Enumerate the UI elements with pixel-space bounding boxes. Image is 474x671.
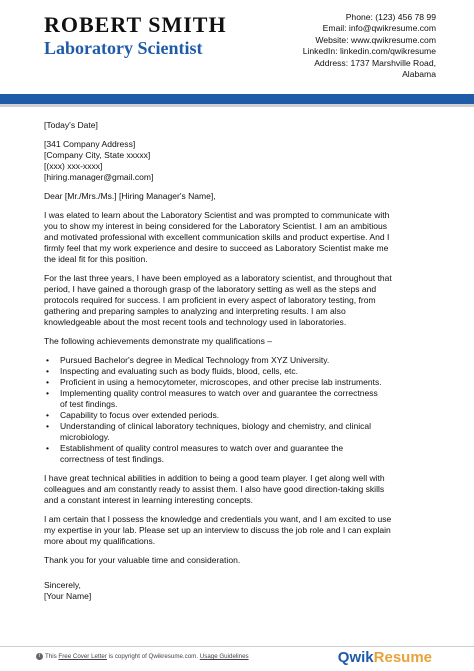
list-item — [44, 443, 436, 465]
footer-text: is copyright of Qwikresume.com. — [106, 653, 200, 661]
bullet-icon: • — [46, 377, 49, 387]
thanks-line: Thank you for your valuable time and consideration. — [44, 555, 241, 565]
contact-address-line2: Alabama — [402, 69, 436, 80]
paragraph-line: you to show my interest in being considered for the Laboratory Scientist. I am an ambitious — [44, 221, 388, 231]
recipient-city: [Company City, State xxxxx] — [44, 150, 151, 160]
paragraph-line: knowledgeable about the most recent tools and technology used in laboratories. — [44, 317, 347, 327]
free-cover-letter-link[interactable]: Free Cover Letter — [58, 653, 107, 661]
bullet-icon: • — [46, 366, 49, 376]
paragraph-experience — [44, 273, 436, 328]
closing: Sincerely, — [44, 580, 81, 590]
contact-block — [303, 12, 436, 80]
contact-website: Website: www.qwikresume.com — [315, 34, 436, 45]
paragraph-line: the ideal fit for this position. — [44, 254, 148, 264]
paragraph-line: colleagues and am constantly ready to assist them. I also have good direction-taking skills — [44, 484, 385, 494]
paragraph-line: For the last three years, I have been employed as a laboratory scientist, and throughout that — [44, 273, 392, 283]
paragraph-line: and a constant interest in learning interesting concepts. — [44, 495, 254, 505]
paragraph-line: more about my qualifications. — [44, 536, 156, 546]
list-item — [44, 355, 436, 366]
recipient-block — [44, 139, 436, 183]
list-item-text: microbiology. — [60, 432, 110, 442]
list-item-text: Understanding of clinical laboratory techniques, biology and chemistry, and clinical — [60, 421, 372, 431]
list-item — [44, 421, 436, 443]
paragraph-line: gathering and preparing samples to analyzing and interpreting results. I am also — [44, 306, 346, 316]
bullet-icon: • — [46, 355, 49, 365]
bullet-icon: • — [46, 388, 49, 398]
signature-name: [Your Name] — [44, 591, 92, 601]
letter-body — [44, 120, 436, 602]
paragraph-line: I am certain that I possess the knowledge and credentials you want, and I am excited to use — [44, 514, 392, 524]
contact-phone: Phone: (123) 456 78 99 — [345, 12, 436, 22]
bullet-icon: • — [46, 410, 49, 420]
qwikresume-logo[interactable] — [338, 649, 432, 666]
list-item-text: Capability to focus over extended periods. — [60, 410, 220, 420]
recipient-phone: [(xxx) xxx-xxxx] — [44, 161, 103, 171]
info-icon: i — [36, 653, 43, 660]
list-item-text: Inspecting and evaluating such as body fluids, blood, cells, etc. — [60, 366, 299, 376]
logo-part-qwik: Qwik — [337, 649, 374, 666]
letter-date: [Today's Date] — [44, 120, 98, 130]
contact-email: Email: info@qwikresume.com — [322, 23, 436, 34]
paragraph-line: I have great technical abilities in addition to being a good team player. I get along well with — [44, 473, 385, 483]
recipient-address: [341 Company Address] — [44, 139, 136, 149]
list-item-text: correctness of test findings. — [60, 454, 165, 464]
footer-text: This — [45, 653, 59, 661]
list-item — [44, 410, 436, 421]
achievements-intro: The following achievements demonstrate my qualifications – — [44, 336, 273, 346]
contact-address-line1: Address: 1737 Marshville Road, — [314, 57, 436, 68]
list-item — [44, 377, 436, 388]
logo-part-resume: Resume — [373, 649, 432, 666]
header-band-grey — [0, 104, 474, 107]
contact-linkedin: LinkedIn: linkedin.com/qwikresume — [302, 46, 436, 57]
list-item — [44, 366, 436, 377]
list-item-text: Proficient in using a hemocytometer, microscopes, and other precise lab instruments. — [60, 377, 382, 387]
list-item — [44, 388, 436, 410]
paragraph-intro — [44, 210, 436, 265]
usage-guidelines-link[interactable]: Usage Guidelines — [199, 653, 249, 661]
paragraph-interview — [44, 514, 436, 547]
list-item-text: of test findings. — [60, 399, 118, 409]
paragraph-line: I was elated to learn about the Laboratory Scientist and was prompted to communicate with — [44, 210, 390, 220]
paragraph-skills — [44, 473, 436, 506]
list-item-text: Pursued Bachelor's degree in Medical Technology from XYZ University. — [60, 355, 330, 365]
paragraph-line: and motivated professional with excellent communication skills and product expertise. And I — [44, 232, 390, 242]
list-item-text: Establishment of quality control measures to watch over and guarantee the — [60, 443, 344, 453]
copyright-notice — [36, 653, 249, 660]
bullet-icon: • — [46, 443, 49, 453]
candidate-name: ROBERT SMITH — [44, 12, 227, 37]
list-item-text: Implementing quality control measures to watch over and guarantee the correctness — [60, 388, 378, 398]
paragraph-line: my expertise in your lab. Please set up an interview to discuss the job role and I can explain — [44, 525, 391, 535]
recipient-email: [hiring.manager@gmail.com] — [44, 172, 154, 182]
header-band-blue — [0, 94, 474, 104]
bullet-icon: • — [46, 421, 49, 431]
paragraph-line: period, I have gained a thorough grasp of the laboratory setting as well as the steps and — [44, 284, 377, 294]
achievements-list — [44, 355, 436, 465]
job-title: Laboratory Scientist — [44, 38, 203, 58]
salutation: Dear [Mr./Mrs./Ms.] [Hiring Manager's Name], — [44, 191, 216, 201]
paragraph-line: firmly feel that my work experience and desire to succeed as Laboratory Scientist make me — [44, 243, 389, 253]
paragraph-line: protocols required for success. I am proficient in every aspect of laboratory testing, from — [44, 295, 376, 305]
footer — [0, 646, 474, 671]
